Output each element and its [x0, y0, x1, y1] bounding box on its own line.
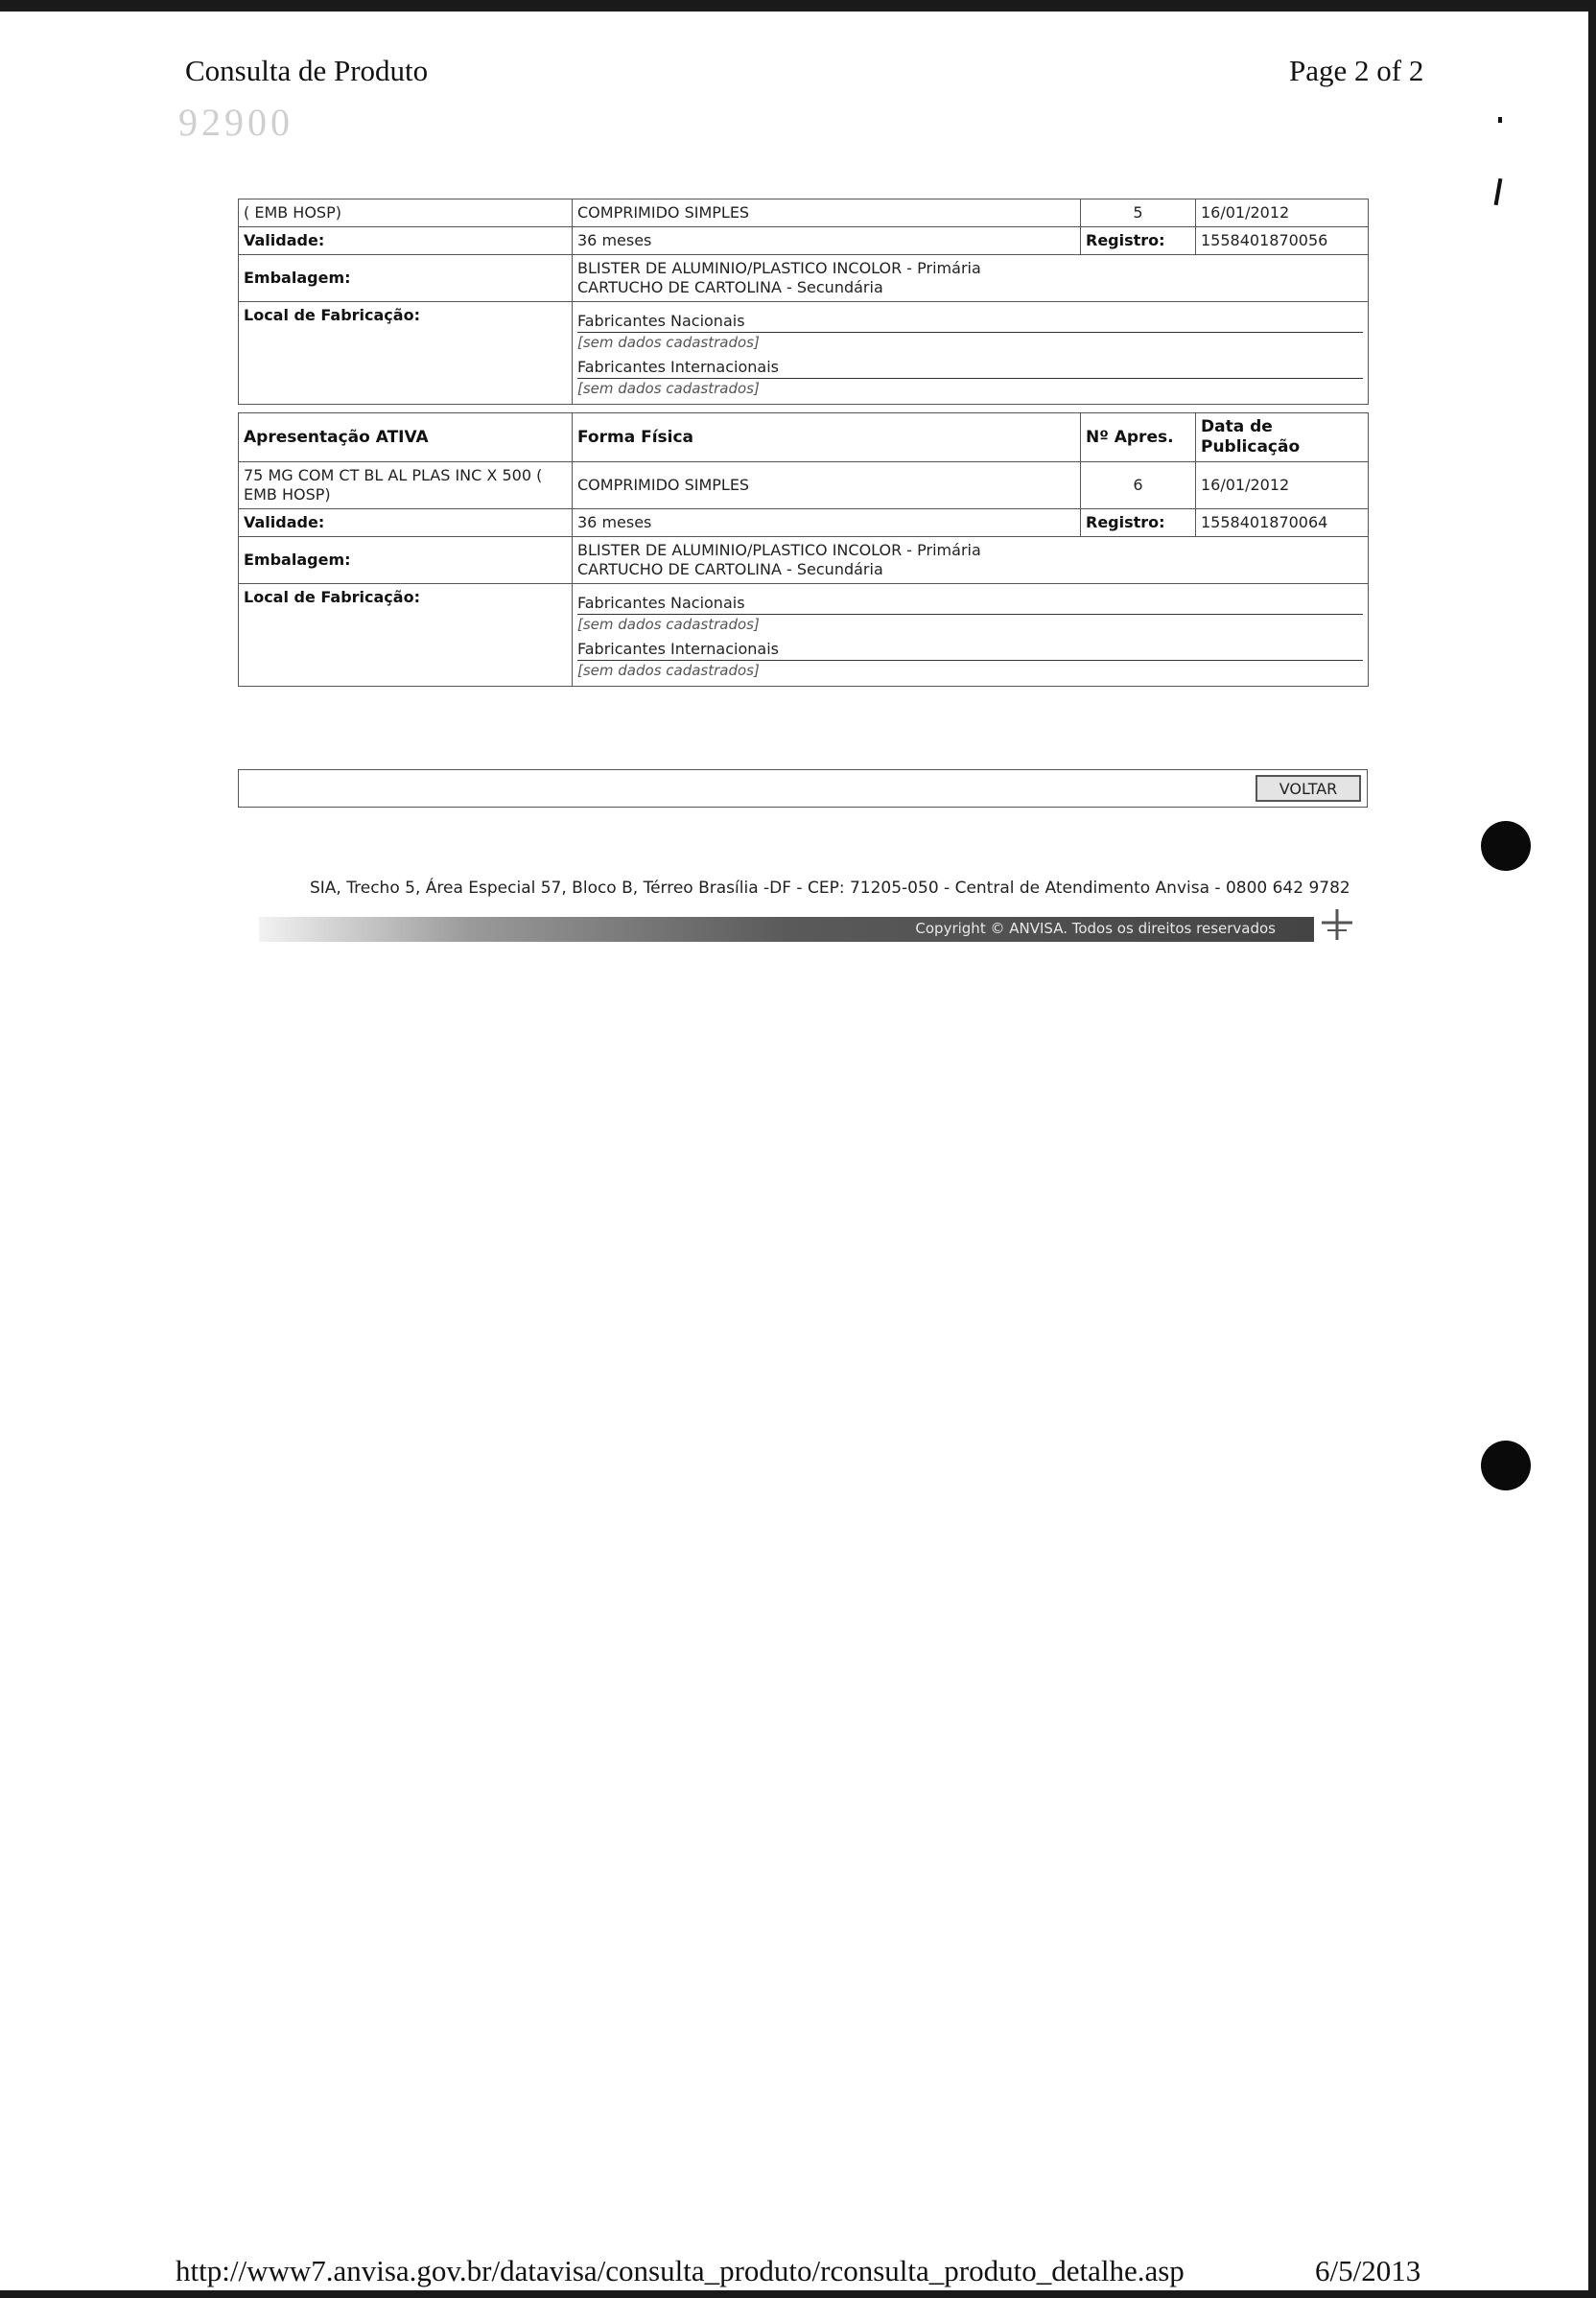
embalagem-secondary: CARTUCHO DE CARTOLINA - Secundária: [577, 278, 883, 296]
copyright-text: Copyright © ANVISA. Todos os direitos reservados: [915, 920, 1276, 937]
local-value: [573, 302, 1369, 405]
print-header-page: Page 2 of 2: [1289, 54, 1424, 87]
nacionais-empty: [sem dados cadastrados]: [577, 616, 760, 633]
internacionais-heading: Fabricantes Internacionais: [577, 358, 1363, 379]
presentation-table-2: [238, 412, 1369, 687]
action-bar: [238, 769, 1368, 808]
table-row: [239, 509, 1369, 537]
embalagem-label: Embalagem:: [239, 537, 573, 584]
embalagem-value: [573, 537, 1369, 584]
header-num: Nº Apres.: [1081, 413, 1196, 462]
presentation-table-1: [238, 199, 1369, 405]
footer-address: SIA, Trecho 5, Área Especial 57, Bloco B, Térreo Brasília -DF - CEP: 71205-050 - Central de Atendimento Anvisa - 0800 642 9782: [310, 879, 1350, 898]
punch-hole: [1481, 1441, 1531, 1490]
registro-label: Registro:: [1081, 227, 1196, 255]
validade-label: Validade:: [239, 509, 573, 537]
local-label: Local de Fabricação:: [239, 584, 573, 687]
presentation-number: 5: [1081, 199, 1196, 227]
presentation-form: COMPRIMIDO SIMPLES: [573, 199, 1081, 227]
embalagem-secondary: CARTUCHO DE CARTOLINA - Secundária: [577, 560, 883, 578]
local-value: [573, 584, 1369, 687]
table-row: [239, 255, 1369, 302]
local-label: Local de Fabricação:: [239, 302, 573, 405]
anvisa-logo-icon: [1320, 907, 1354, 942]
presentation-name: ( EMB HOSP): [239, 199, 573, 227]
scan-mark: [1498, 117, 1502, 123]
embalagem-primary: BLISTER DE ALUMINIO/PLASTICO INCOLOR - Primária: [577, 541, 981, 559]
table-header-row: [239, 413, 1369, 462]
header-data: Data de Publicação: [1196, 413, 1369, 462]
table-row: [239, 537, 1369, 584]
punch-hole: [1481, 821, 1531, 871]
voltar-button[interactable]: VOLTAR: [1256, 775, 1361, 802]
table-row: [239, 302, 1369, 405]
scan-bottom-edge: [0, 2290, 1596, 2298]
copyright-bar: [259, 917, 1314, 942]
presentation-date: 16/01/2012: [1196, 199, 1369, 227]
embalagem-primary: BLISTER DE ALUMINIO/PLASTICO INCOLOR - Primária: [577, 259, 981, 277]
page-stamp: 92900: [178, 101, 293, 144]
presentation-number: 6: [1081, 462, 1196, 509]
nacionais-heading: Fabricantes Nacionais: [577, 594, 1363, 615]
table-row: [239, 584, 1369, 687]
nacionais-empty: [sem dados cadastrados]: [577, 334, 760, 351]
internacionais-empty: [sem dados cadastrados]: [577, 380, 760, 397]
presentation-form: COMPRIMIDO SIMPLES: [573, 462, 1081, 509]
header-forma: Forma Física: [573, 413, 1081, 462]
print-footer-url: http://www7.anvisa.gov.br/datavisa/consulta_produto/rconsulta_produto_detalhe.asp: [176, 2254, 1185, 2287]
internacionais-empty: [sem dados cadastrados]: [577, 662, 760, 679]
table-row: [239, 462, 1369, 509]
scan-top-edge: [0, 0, 1596, 12]
presentation-name: 75 MG COM CT BL AL PLAS INC X 500 ( EMB HOSP): [239, 462, 573, 509]
product-details: [238, 199, 1368, 687]
nacionais-heading: Fabricantes Nacionais: [577, 312, 1363, 333]
registro-label: Registro:: [1081, 509, 1196, 537]
embalagem-value: [573, 255, 1369, 302]
presentation-date: 16/01/2012: [1196, 462, 1369, 509]
scan-mark: [1494, 178, 1503, 205]
embalagem-label: Embalagem:: [239, 255, 573, 302]
print-footer-date: 6/5/2013: [1315, 2254, 1421, 2287]
validade-value: 36 meses: [573, 227, 1081, 255]
internacionais-heading: Fabricantes Internacionais: [577, 640, 1363, 661]
table-row: [239, 199, 1369, 227]
table-row: [239, 227, 1369, 255]
validade-value: 36 meses: [573, 509, 1081, 537]
print-header-title: Consulta de Produto: [185, 54, 429, 87]
header-apresentacao: Apresentação ATIVA: [239, 413, 573, 462]
registro-value: 1558401870064: [1196, 509, 1369, 537]
scan-right-edge: [1588, 0, 1596, 2298]
validade-label: Validade:: [239, 227, 573, 255]
registro-value: 1558401870056: [1196, 227, 1369, 255]
